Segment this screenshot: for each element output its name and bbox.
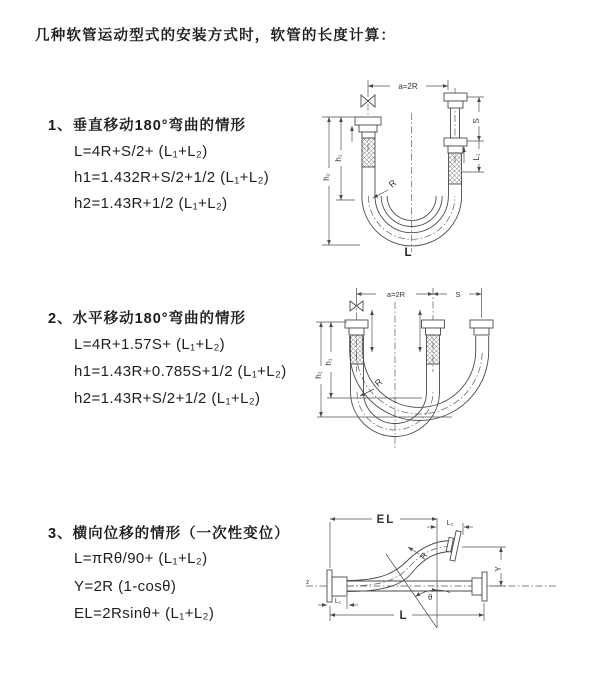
diagram-lateral-displacement — [300, 498, 600, 650]
dim-label-s: S — [472, 118, 481, 124]
right-pipe-flange — [444, 93, 467, 184]
formula-line: h2=1.43R+S/2+1/2 (L₁+L₂) — [74, 390, 261, 407]
left-pipe-flange — [355, 117, 381, 167]
dimension-l — [330, 603, 484, 622]
dim-label-y: Y — [494, 566, 503, 572]
dimension-s-l1 — [462, 97, 484, 172]
fitting-length-arrows — [372, 310, 420, 352]
hose-u-shallow — [350, 336, 489, 421]
dim-label-l2: L₂ — [446, 520, 454, 527]
radius-label: R — [386, 177, 399, 190]
section-2-heading: 2、水平移动180°弯曲的情形 — [48, 311, 247, 327]
dim-label-h2: h₂ — [322, 173, 331, 181]
formula-line: Y=2R (1-cosθ) — [74, 578, 177, 595]
formula-line: L=4R+S/2+ (L₁+L₂) — [74, 143, 208, 160]
theta-label: θ — [428, 593, 433, 602]
formula-line: h1=1.432R+S/2+1/2 (L₁+L₂) — [74, 169, 270, 186]
length-label: L — [404, 247, 412, 259]
diagram-vertical-180-bend — [300, 70, 600, 270]
radius-callout — [373, 177, 399, 198]
section-3-heading: 3、横向位移的情形（一次性变位） — [48, 526, 290, 542]
straight-pipe-position — [347, 572, 487, 601]
diagram-horizontal-180-bend — [300, 278, 600, 460]
right-pipe-flange — [470, 320, 493, 335]
formula-line: L=4R+1.57S+ (L₁+L₂) — [74, 336, 226, 353]
hose-s-curve — [347, 541, 454, 592]
dim-label-h1: h₁ — [324, 358, 333, 366]
dim-label-l: L — [399, 610, 407, 622]
dim-label-l1: L₁ — [334, 598, 342, 605]
dim-label-h2: h₂ — [314, 371, 323, 379]
section-1-heading: 1、垂直移动180°弯曲的情形 — [48, 118, 247, 134]
axis-mark-label: z — [306, 579, 310, 586]
radius-label: R — [417, 550, 430, 562]
dimension-el — [330, 514, 437, 628]
hose-u-bend — [362, 167, 462, 246]
formula-line: EL=2Rsinθ+ (L₁+L₂) — [74, 605, 215, 622]
formula-line: h1=1.43R+0.785S+1/2 (L₁+L₂) — [74, 363, 287, 380]
dim-label-el: EL — [376, 514, 396, 526]
formula-line: h2=1.43R+1/2 (L₁+L₂) — [74, 195, 228, 212]
dim-label-a2r: a=2R — [386, 290, 406, 299]
centerlines — [357, 288, 434, 450]
middle-pipe-flange — [422, 320, 445, 364]
formula-line: L=πRθ/90+ (L₁+L₂) — [74, 550, 208, 567]
dimension-l2 — [427, 520, 473, 535]
radius-label: R — [372, 376, 385, 389]
page-title: 几种软管运动型式的安装方式时，软管的长度计算： — [35, 28, 397, 44]
dim-label-l1: L₁ — [472, 153, 481, 161]
dim-label-a2r: a=2R — [398, 82, 418, 91]
dimension-a2r-s — [357, 288, 482, 318]
dim-label-h1: h₁ — [334, 154, 343, 162]
dim-label-s: S — [455, 290, 461, 299]
dimension-a2r — [368, 80, 448, 92]
radius-callout — [408, 547, 429, 561]
dimension-h1-h2 — [322, 117, 360, 245]
dimension-l1 — [318, 597, 358, 609]
tilted-flange — [445, 530, 462, 562]
